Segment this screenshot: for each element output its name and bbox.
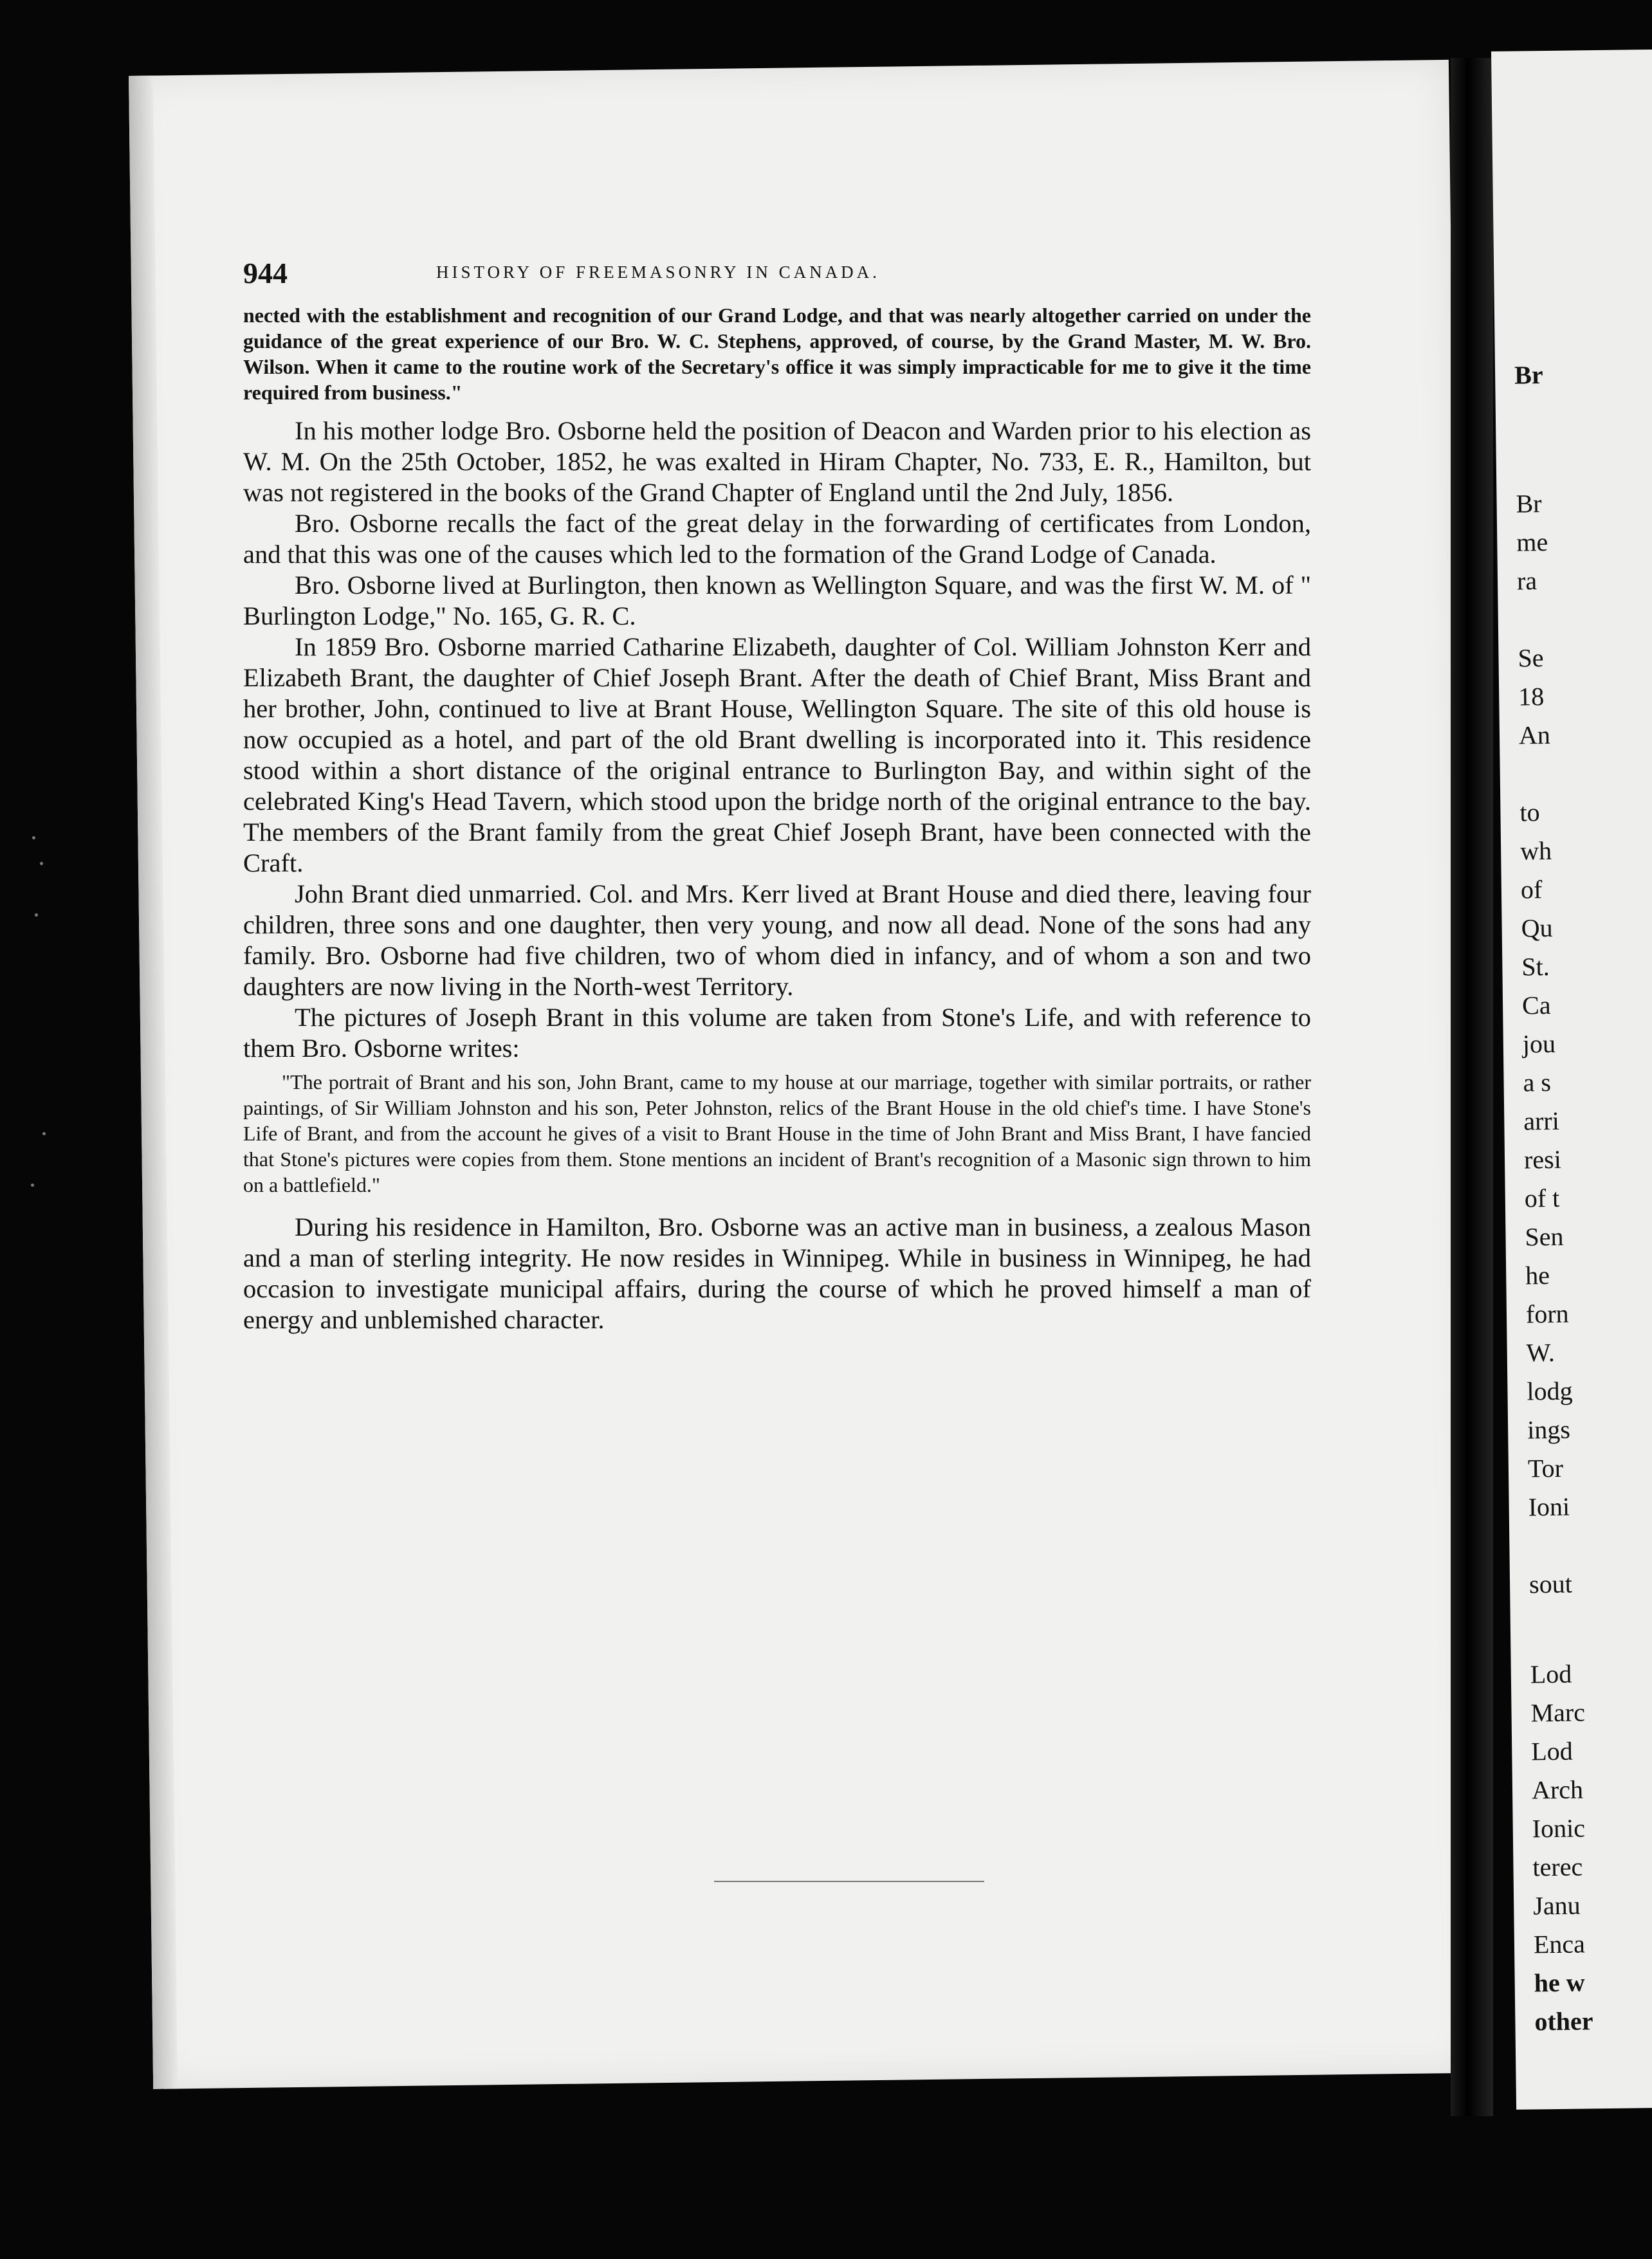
section-rule [714,1881,984,1882]
facing-page-line: Se [1518,643,1544,673]
facing-page-line: forn [1525,1299,1569,1329]
facing-page-line: he [1525,1261,1550,1290]
facing-page-line: ings [1527,1414,1571,1445]
facing-page-line: of t [1524,1183,1560,1213]
paragraph-mother-lodge: In his mother lodge Bro. Osborne held the position of Deacon and Warden prior to his election as W. M. On the 25th October, 1852, he was exalted in Hiram Chapter, No. 733, E. R., Hamilton, but was not registered in the books of the Grand Chapter of England until the 2nd July, 1856. [243,416,1311,507]
facing-page-line: a s [1523,1067,1552,1097]
facing-page-line: me [1516,527,1548,557]
margin-specks [26,836,51,1222]
facing-page-line: arri [1523,1106,1560,1136]
paragraph-continuation: nected with the establishment and recognition of our Grand Lodge, and that was nearly altogether carried on under the guidance of the great experience of our Bro. W. C. Stephens, approved, of course, by the Grand Master, M. W. Bro. Wilson. When it came to the routine work of the Secretary's office it was simply impracticable for me to give it the time required from business." [243,304,1311,404]
speck [42,1132,46,1135]
book-gutter [1451,58,1493,2116]
paragraph-pictures: The pictures of Joseph Brant in this volume are taken from Stone's Life, and with reference to them Bro. Osborne writes: [243,1003,1311,1063]
facing-page-line: jou [1522,1029,1556,1059]
paragraph-burlington: Bro. Osborne lived at Burlington, then known as Wellington Square, and was the first W. M. of " Burlington Lodge," No. 165, G. R. C. [243,571,1311,630]
facing-page-line: Qu [1521,913,1553,943]
page-body [243,302,1311,1335]
facing-page-line: other [1534,2006,1593,2036]
page-header [243,256,1311,295]
facing-page-line: Arch [1531,1775,1584,1805]
facing-page-line: Ionic [1532,1813,1586,1843]
facing-page-text [1491,50,1652,2036]
speck [31,1184,34,1187]
paragraph-certificates: Bro. Osborne recalls the fact of the great delay in the forwarding of certificates from London, and that this was one of the causes which led to the formation of the Grand Lodge of Canada. [243,509,1311,569]
facing-page-line: Br [1516,489,1542,518]
facing-page-line: of [1520,875,1543,904]
facing-page-line: Br [1514,360,1543,390]
facing-page-line: 18 [1518,682,1545,711]
facing-page-line: terec [1532,1852,1583,1882]
right-page-fragment [1491,50,1652,2110]
page-number: 944 [243,257,288,289]
facing-page-line: wh [1519,836,1552,866]
facing-page-line: Ioni [1528,1492,1570,1522]
facing-page-line: Sen [1525,1221,1564,1252]
facing-page-line: ra [1516,566,1537,596]
facing-page-line: Ca [1521,990,1551,1020]
paragraph-hamilton: During his residence in Hamilton, Bro. Osborne was an active man in business, a zealous Mason and a man of sterling integrity. He now resides in Winnipeg. While in business in Winnipeg, he had occasion to investigate municipal affairs, during the course of which he proved himself a man of energy and unblemished character. [243,1212,1311,1334]
facing-page-line: Enca [1533,1929,1586,1959]
facing-page-line: Janu [1532,1890,1581,1921]
paragraph-marriage: In 1859 Bro. Osborne married Catharine Elizabeth, daughter of Col. William Johnston Kerr and Elizabeth Brant, the daughter of Chief Joseph Brant. After the death of Chief Brant, Miss Brant and her brother, John, continued to live at Brant House, Wellington Square. The site of this old house is now occupied as a hotel, and part of the old Brant dwelling is incorporated into it. This residence stood within a short distance of the original entrance to Burlington Bay, and within sight of the celebrated King's Head Tavern, which stood upon the bridge north of the original entrance to the bay. The members of the Brant family from the great Chief Joseph Brant, have been connected with the Craft. [243,632,1311,877]
paragraph-john-brant: John Brant died unmarried. Col. and Mrs. Kerr lived at Brant House and died there, leaving four children, three sons and one daughter, then very young, and now all dead. None of the sons had any family. Bro. Osborne had five children, two of whom died in infancy, and of whom a son and two daughters are now living in the North-west Territory. [243,879,1311,1001]
speck [35,913,38,917]
facing-page-line: Lod [1531,1736,1574,1766]
facing-page-line: W. [1526,1337,1556,1367]
facing-page-line: Marc [1530,1697,1586,1728]
facing-page-line: Lod [1530,1659,1572,1689]
facing-page-line: to [1519,798,1540,827]
running-head: HISTORY OF FREEMASONRY IN CANADA. [436,262,880,282]
quoted-letter: "The portrait of Brant and his son, John Brant, came to my house at our marriage, together with similar portraits, or rather paintings, of Sir William Johnston and his son, Peter Johnston, relics of the Brant House in the old chief's time. I have Stone's Life of Brant, and from the account he gives of a visit to Brant House in the time of John Brant and Miss Brant, I have fancied that Stone's pictures were copies from them. Stone mentions an incident of Brant's recognition of a Masonic sign thrown to him on a battlefield." [243,1070,1311,1196]
facing-page-line: resi [1523,1144,1562,1175]
speck [32,836,35,839]
facing-page-line: Tor [1527,1453,1564,1483]
speck [40,862,43,865]
facing-page-line: sout [1528,1569,1573,1599]
facing-page-line: St. [1521,951,1550,982]
facing-page-line: he w [1534,1968,1585,1998]
facing-page-line: lodg [1527,1376,1573,1406]
facing-page-line: An [1518,720,1551,750]
